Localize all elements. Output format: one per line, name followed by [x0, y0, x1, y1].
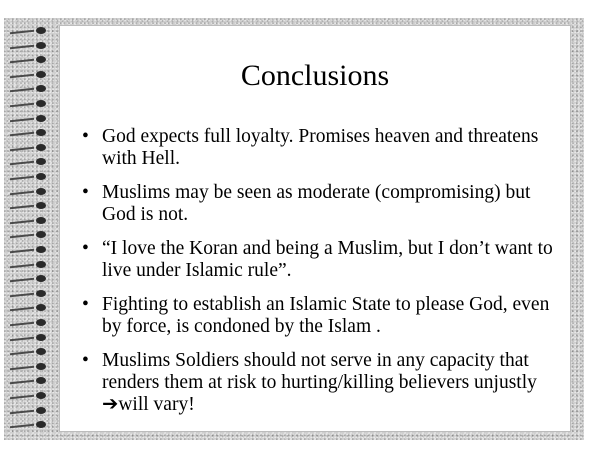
binder-ring-icon — [36, 71, 46, 78]
binder-line — [10, 263, 34, 268]
binder-mark — [4, 289, 54, 299]
binder-mark — [4, 70, 54, 80]
binder-ring-icon — [36, 246, 46, 253]
binder-line — [10, 336, 34, 341]
binder-line — [10, 278, 34, 283]
binder-line — [10, 190, 34, 195]
binder-mark — [4, 201, 54, 211]
binder-mark — [4, 55, 54, 65]
binder-ring-icon — [36, 407, 46, 414]
binder-line — [10, 74, 34, 79]
binder-ring-icon — [36, 129, 46, 136]
binder-mark — [4, 318, 54, 328]
binder-ring-icon — [36, 348, 46, 355]
bullet-item — [80, 350, 555, 416]
binder-ring-icon — [36, 275, 46, 282]
slide-title: Conclusions — [240, 59, 390, 92]
binder-mark — [4, 216, 54, 226]
binder-mark — [4, 391, 54, 401]
bullet-glyph: • — [82, 238, 89, 259]
binder-mark — [4, 26, 54, 36]
bullet-item — [80, 182, 555, 226]
bullet-list — [80, 126, 555, 428]
bullet-glyph: • — [82, 350, 89, 371]
binder-ring-icon — [36, 334, 46, 341]
binder-ring-icon — [36, 188, 46, 195]
binder-mark — [4, 41, 54, 51]
binder-line — [10, 103, 34, 108]
binder-mark — [4, 230, 54, 240]
binder-mark — [4, 114, 54, 124]
binder-line — [10, 409, 34, 414]
binder-mark — [4, 347, 54, 357]
binder-line — [10, 234, 34, 239]
binder-line — [10, 205, 34, 210]
binder-ring-icon — [36, 304, 46, 311]
bullet-item — [80, 294, 555, 338]
binder-line — [10, 395, 34, 400]
binder-line — [10, 59, 34, 64]
binder-mark — [4, 260, 54, 270]
binder-mark — [4, 143, 54, 153]
binder-ring-icon — [36, 377, 46, 384]
binder-mark — [4, 420, 54, 430]
content-panel — [60, 26, 570, 431]
binder-line — [10, 220, 34, 225]
binder-line — [10, 161, 34, 166]
binder-line — [10, 44, 34, 49]
binder-ring-icon — [36, 85, 46, 92]
binder-ring-icon — [36, 319, 46, 326]
binder-line — [10, 293, 34, 298]
bullet-text: Fighting to establish an Islamic State to please God, even by force, is condoned by the Islam . — [102, 294, 550, 337]
binder-line — [10, 366, 34, 371]
binder-mark — [4, 274, 54, 284]
binder-line — [10, 88, 34, 93]
bullet-text: Muslims Soldiers should not serve in any capacity that renders them at risk to hurting/killing believers unjustly ➔will vary! — [102, 350, 537, 415]
binder-ring-icon — [36, 173, 46, 180]
bullet-glyph: • — [82, 126, 89, 147]
bullet-item — [80, 238, 555, 282]
binder-strip — [4, 22, 54, 436]
binder-ring-icon — [36, 27, 46, 34]
binder-mark — [4, 362, 54, 372]
binder-mark — [4, 303, 54, 313]
binder-mark — [4, 187, 54, 197]
binder-ring-icon — [36, 202, 46, 209]
binder-mark — [4, 128, 54, 138]
binder-ring-icon — [36, 42, 46, 49]
binder-line — [10, 117, 34, 122]
binder-mark — [4, 172, 54, 182]
binder-ring-icon — [36, 392, 46, 399]
binder-line — [10, 322, 34, 327]
binder-mark — [4, 245, 54, 255]
bullet-glyph: • — [82, 182, 89, 203]
binder-mark — [4, 376, 54, 386]
binder-ring-icon — [36, 115, 46, 122]
binder-ring-icon — [36, 217, 46, 224]
binder-ring-icon — [36, 158, 46, 165]
binder-line — [10, 30, 34, 35]
bullet-text: “I love the Koran and being a Muslim, but I don’t want to live under Islamic rule”. — [102, 238, 553, 281]
binder-line — [10, 249, 34, 254]
bullet-text: Muslims may be seen as moderate (compromising) but God is not. — [102, 182, 531, 225]
binder-ring-icon — [36, 421, 46, 428]
binder-line — [10, 147, 34, 152]
binder-mark — [4, 157, 54, 167]
binder-ring-icon — [36, 261, 46, 268]
binder-mark — [4, 333, 54, 343]
bullet-glyph: • — [82, 294, 89, 315]
binder-ring-icon — [36, 100, 46, 107]
bullet-item — [80, 126, 555, 170]
binder-line — [10, 176, 34, 181]
binder-line — [10, 132, 34, 137]
binder-ring-icon — [36, 144, 46, 151]
binder-ring-icon — [36, 363, 46, 370]
binder-line — [10, 380, 34, 385]
binder-line — [10, 351, 34, 356]
binder-mark — [4, 406, 54, 416]
binder-line — [10, 307, 34, 312]
binder-mark — [4, 84, 54, 94]
bullet-text: God expects full loyalty. Promises heaven and threatens with Hell. — [102, 126, 539, 169]
binder-ring-icon — [36, 56, 46, 63]
binder-ring-icon — [36, 290, 46, 297]
binder-ring-icon — [36, 231, 46, 238]
binder-mark — [4, 99, 54, 109]
binder-line — [10, 424, 34, 429]
